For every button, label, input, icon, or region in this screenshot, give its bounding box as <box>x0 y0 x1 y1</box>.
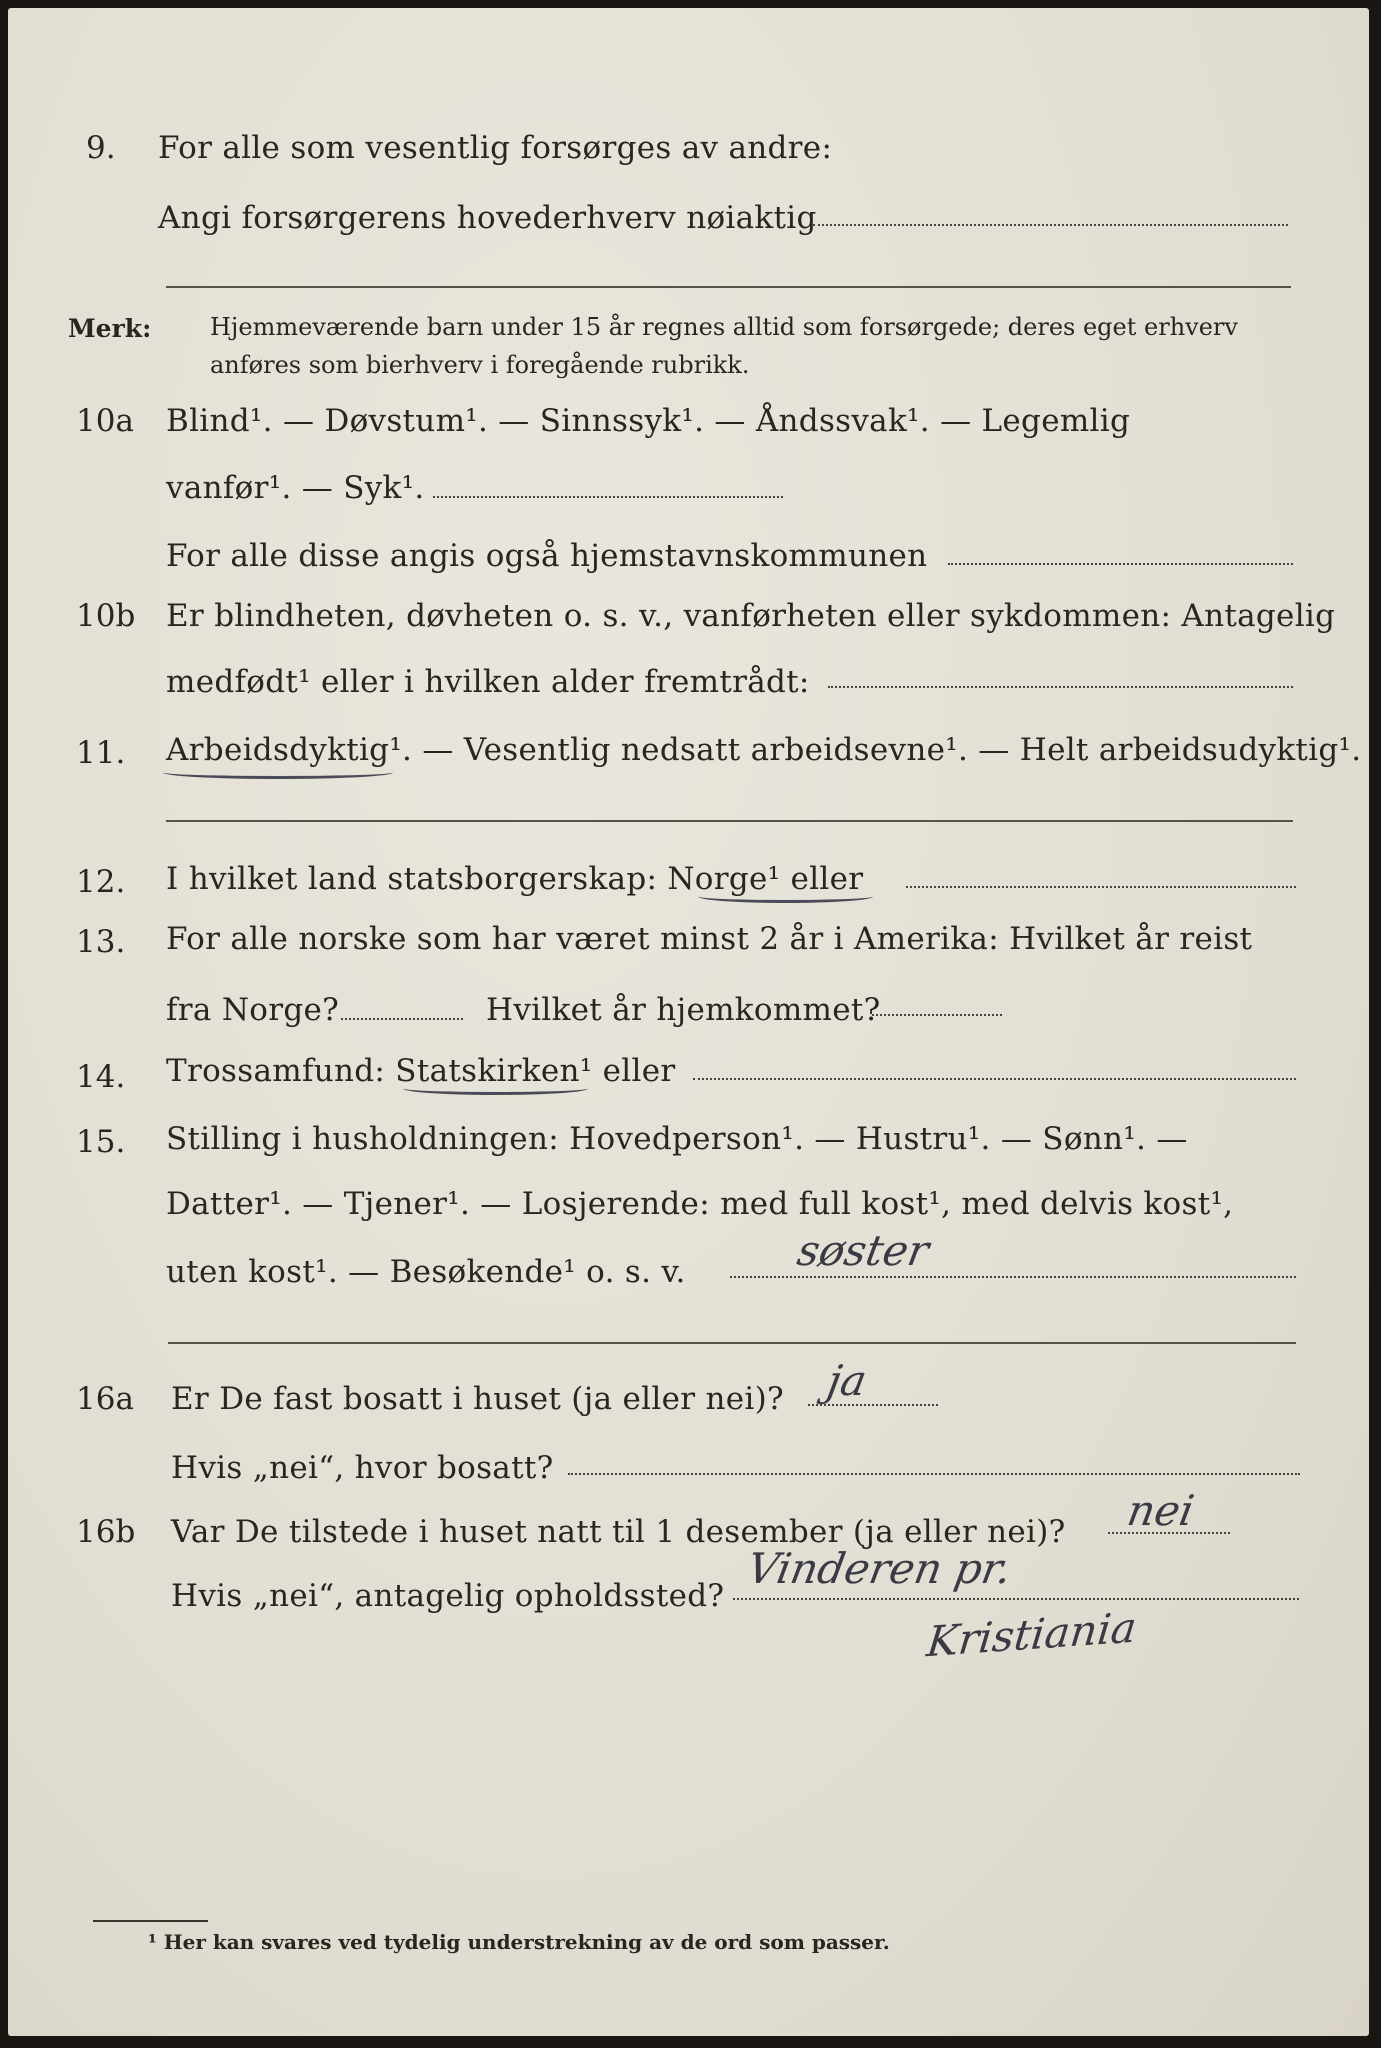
q11-number: 11. <box>76 735 126 771</box>
q13-line2b: Hvilket år hjemkommet? <box>486 992 881 1028</box>
q13-hjemkommet-answer-line[interactable] <box>872 1014 1002 1016</box>
q12-line1: I hvilket land statsborgerskap: Norge¹ eller <box>166 861 864 897</box>
q15-number: 15. <box>76 1124 126 1160</box>
q9-answer-dotted-line[interactable] <box>813 224 1288 226</box>
q10b-answer-line[interactable] <box>828 686 1293 688</box>
q16a-line1: Er De fast bosatt i huset (ja eller nei)? <box>171 1381 784 1417</box>
q16a-number: 16a <box>76 1381 134 1417</box>
census-form-page <box>8 8 1369 2036</box>
q16b-answer-line[interactable] <box>1108 1532 1230 1534</box>
q14-number: 14. <box>76 1059 126 1095</box>
q10a-syk-answer-line[interactable] <box>433 496 783 498</box>
q16b-handwritten-answer: nei <box>1123 1486 1198 1535</box>
q16b-handwritten-city: Kristiania <box>924 1602 1139 1667</box>
q13-reist-answer-line[interactable] <box>341 1018 463 1020</box>
q10a-line3: For alle disse angis også hjemstavnskommunen <box>166 538 928 574</box>
q14-answer-line[interactable] <box>693 1078 1296 1080</box>
merk-label: Merk: <box>68 314 152 343</box>
q9-answer-line-2[interactable] <box>166 286 1291 288</box>
q9-number: 9. <box>86 130 116 166</box>
q16a-line2: Hvis „nei“, hvor bosatt? <box>171 1450 554 1486</box>
q16b-number: 16b <box>76 1514 136 1550</box>
q16a-answer-line[interactable] <box>808 1404 938 1406</box>
q13-line1: For alle norske som har været minst 2 år i Amerika: Hvilket år reist <box>166 921 1253 957</box>
q11-arbeidsdyktig-underline <box>163 766 393 779</box>
q15-line1: Stilling i husholdningen: Hovedperson¹. — Hustru¹. — Sønn¹. — <box>166 1121 1188 1157</box>
q16a-bosatt-answer-line[interactable] <box>568 1473 1300 1475</box>
q14-line1: Trossamfund: Statskirken¹ eller <box>166 1053 676 1089</box>
q9-line2: Angi forsørgerens hovederhverv nøiaktig <box>158 200 817 236</box>
merk-line2: anføres som bierhverv i foregående rubrikk. <box>210 351 750 379</box>
q16b-line1: Var De tilstede i huset natt til 1 desember (ja eller nei)? <box>171 1514 1066 1550</box>
footnote: ¹ Her kan svares ved tydelig understrekning av de ord som passer. <box>148 1930 890 1954</box>
q15-line2: Datter¹. — Tjener¹. — Losjerende: med full kost¹, med delvis kost¹, <box>166 1186 1234 1222</box>
q14-statskirken-underline <box>403 1082 588 1095</box>
q10a-number: 10a <box>76 403 134 439</box>
q16b-line2: Hvis „nei“, antagelig opholdssted? <box>171 1578 725 1614</box>
q13-line2a: fra Norge? <box>166 992 340 1028</box>
q13-number: 13. <box>76 924 126 960</box>
q16b-opholdssted-answer-line[interactable] <box>733 1598 1299 1600</box>
q10b-number: 10b <box>76 598 136 634</box>
q11-answer-line[interactable] <box>166 820 1293 822</box>
q10a-hjemstavn-answer-line[interactable] <box>948 563 1293 565</box>
q15-answer-line[interactable] <box>730 1276 1296 1278</box>
q15-line3: uten kost¹. — Besøkende¹ o. s. v. <box>166 1254 686 1290</box>
q12-number: 12. <box>76 864 126 900</box>
q15-handwritten-answer: søster <box>793 1226 933 1275</box>
q10b-line2: medfødt¹ eller i hvilken alder fremtrådt: <box>166 664 810 700</box>
q16a-handwritten-answer: ja <box>823 1356 871 1405</box>
q12-norge-underline <box>698 890 873 903</box>
q15-answer-line-2[interactable] <box>168 1342 1296 1344</box>
q10b-line1: Er blindheten, døvheten o. s. v., vanførheten eller sykdommen: Antagelig <box>166 598 1336 634</box>
q12-answer-line[interactable] <box>906 886 1296 888</box>
q10a-line2: vanfør¹. — Syk¹. <box>166 470 425 506</box>
q10a-line1: Blind¹. — Døvstum¹. — Sinnssyk¹. — Åndssvak¹. — Legemlig <box>166 403 1131 439</box>
q11-line1: Arbeidsdyktig¹. — Vesentlig nedsatt arbeidsevne¹. — Helt arbeidsudyktig¹. <box>166 732 1362 768</box>
merk-line1: Hjemmeværende barn under 15 år regnes alltid som forsørgede; deres eget erhverv <box>210 313 1238 341</box>
q16b-handwritten-place: Vinderen pr. <box>743 1544 1016 1593</box>
q9-line1: For alle som vesentlig forsørges av andre: <box>158 130 833 166</box>
footnote-rule <box>93 1920 208 1922</box>
